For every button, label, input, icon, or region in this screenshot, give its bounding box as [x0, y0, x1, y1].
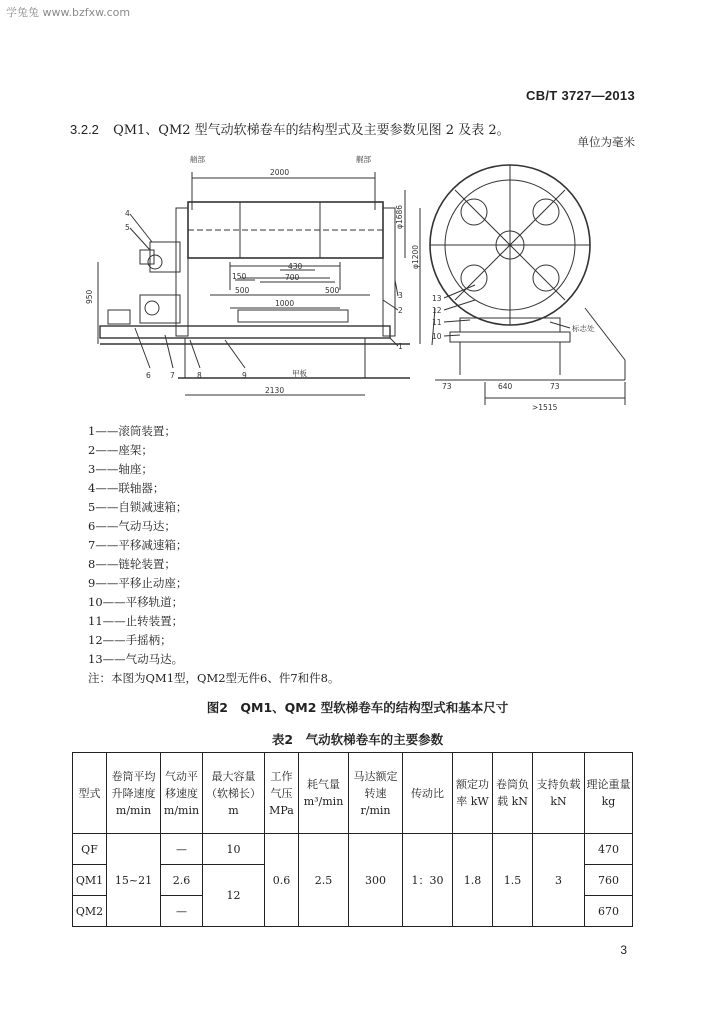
callout-10: 10: [432, 332, 442, 341]
dim-950: 950: [85, 289, 94, 304]
header-rpm: 马达额定转速 r/min: [349, 753, 403, 834]
cell-ratio: 1：30: [403, 834, 453, 927]
legend-item: 7——平移减速箱；: [88, 538, 188, 552]
legend-item: 13——气动马达。: [88, 652, 184, 666]
cell-weight: 670: [585, 896, 633, 927]
table-caption: 表2 气动软梯卷车的主要参数: [271, 732, 444, 747]
header-capacity: 最大容量（软梯长） m: [203, 753, 265, 834]
dim-2000: 2000: [270, 168, 290, 177]
cell-weight: 760: [585, 865, 633, 896]
parameters-table: [72, 752, 633, 927]
figure-legend: [88, 422, 340, 688]
legend-item: 9——平移止动座；: [88, 576, 188, 590]
legend-note: 注：本图为QM1型，QM2型无件6、件7和件8。: [88, 671, 340, 685]
dim-500-right: 500: [325, 286, 340, 295]
dim-700: 700: [285, 273, 300, 282]
legend-item: 3——轴座；: [88, 462, 153, 476]
callout-5: 5: [125, 223, 130, 232]
cell-model: QF: [73, 834, 107, 865]
header-support-load: 支持负载 kN: [533, 753, 585, 834]
callout-1: 1: [398, 342, 403, 351]
base-frame: [100, 326, 390, 338]
label-deck: 甲板: [292, 369, 307, 378]
header-drum-load: 卷筒负载 kN: [493, 753, 533, 834]
header-pressure: 工作气压 MPa: [265, 753, 299, 834]
cell-air: 2.5: [299, 834, 349, 927]
table-row: [73, 834, 633, 865]
callout-8: 8: [197, 371, 202, 380]
cell-move-speed: —: [161, 834, 203, 865]
callout-2: 2: [398, 306, 403, 315]
legend-item: 5——自锁减速箱；: [88, 500, 188, 514]
watermark: 学兔兔 www.bzfxw.com: [6, 6, 131, 19]
legend-item: 8——链轮装置；: [88, 557, 176, 571]
label-mark: 标志处: [572, 324, 595, 333]
callout-6: 6: [146, 371, 151, 380]
rail-box: [238, 310, 348, 322]
header-ratio: 传动比: [403, 753, 453, 834]
legend-item: 10——平移轨道；: [88, 595, 184, 609]
header-move-speed: 气动平移速度 m/min: [161, 753, 203, 834]
header-air-consumption: 耗气量 m³/min: [299, 753, 349, 834]
header-power: 额定功率 kW: [453, 753, 493, 834]
legend-item: 11——止转装置；: [88, 614, 184, 628]
cell-lift-speed: 15~21: [107, 834, 161, 927]
dim-640: 640: [498, 382, 513, 391]
cell-rpm: 300: [349, 834, 403, 927]
cell-model: QM2: [73, 896, 107, 927]
legend-item: 6——气动马达；: [88, 519, 176, 533]
figure-2-drawing: [80, 150, 640, 415]
dim-73-left: 73: [442, 382, 452, 391]
dim-150: 150: [232, 272, 247, 281]
figure-caption: 图2 QM1、QM2 型软梯卷车的结构型式和基本尺寸: [206, 700, 509, 715]
section-paragraph: [70, 119, 510, 138]
cell-move-speed: —: [161, 896, 203, 927]
cell-model: QM1: [73, 865, 107, 896]
legend-item: 2——座架；: [88, 443, 153, 457]
header-lift-speed: 卷筒平均升降速度 m/min: [107, 753, 161, 834]
dim-2130: 2130: [265, 386, 285, 395]
dim-1000: 1000: [275, 299, 295, 308]
cell-capacity: 10: [203, 834, 265, 865]
dim-73-right: 73: [550, 382, 560, 391]
technical-drawing: [80, 150, 640, 415]
callout-4: 4: [125, 209, 130, 218]
page-number: 3: [620, 943, 627, 957]
cell-support-load: 3: [533, 834, 585, 927]
callout-13: 13: [432, 294, 442, 303]
cell-capacity: 12: [203, 865, 265, 927]
callout-11: 11: [432, 318, 442, 327]
dim-430: 430: [288, 262, 303, 271]
callout-7: 7: [170, 371, 175, 380]
dim-1515: >1515: [532, 403, 558, 412]
section-number: 3.2.2: [70, 122, 99, 137]
section-text: QM1、QM2 型气动软梯卷车的结构型式及主要参数见图 2 及表 2。: [113, 123, 510, 138]
cell-move-speed: 2.6: [161, 865, 203, 896]
legend-item: 4——联轴器；: [88, 481, 165, 495]
legend-item: 12——手摇柄；: [88, 633, 172, 647]
dim-phi-1200: φ1200: [411, 244, 420, 269]
unit-note: 单位为毫米: [577, 135, 635, 149]
dim-500-left: 500: [235, 286, 250, 295]
label-stern: 艉部: [356, 155, 371, 164]
callout-3: 3: [398, 291, 403, 300]
header-model: 型式: [73, 753, 107, 834]
callout-9: 9: [242, 371, 247, 380]
legend-item: 1——滚筒装置；: [88, 424, 176, 438]
cell-pressure: 0.6: [265, 834, 299, 927]
dim-phi-1686: φ1686: [395, 204, 404, 229]
header-weight: 理论重量 kg: [585, 753, 633, 834]
cell-weight: 470: [585, 834, 633, 865]
cell-power: 1.8: [453, 834, 493, 927]
cell-drum-load: 1.5: [493, 834, 533, 927]
label-bow: 艏部: [190, 155, 205, 164]
callout-12: 12: [432, 306, 442, 315]
standard-code: CB/T 3727—2013: [526, 88, 635, 103]
